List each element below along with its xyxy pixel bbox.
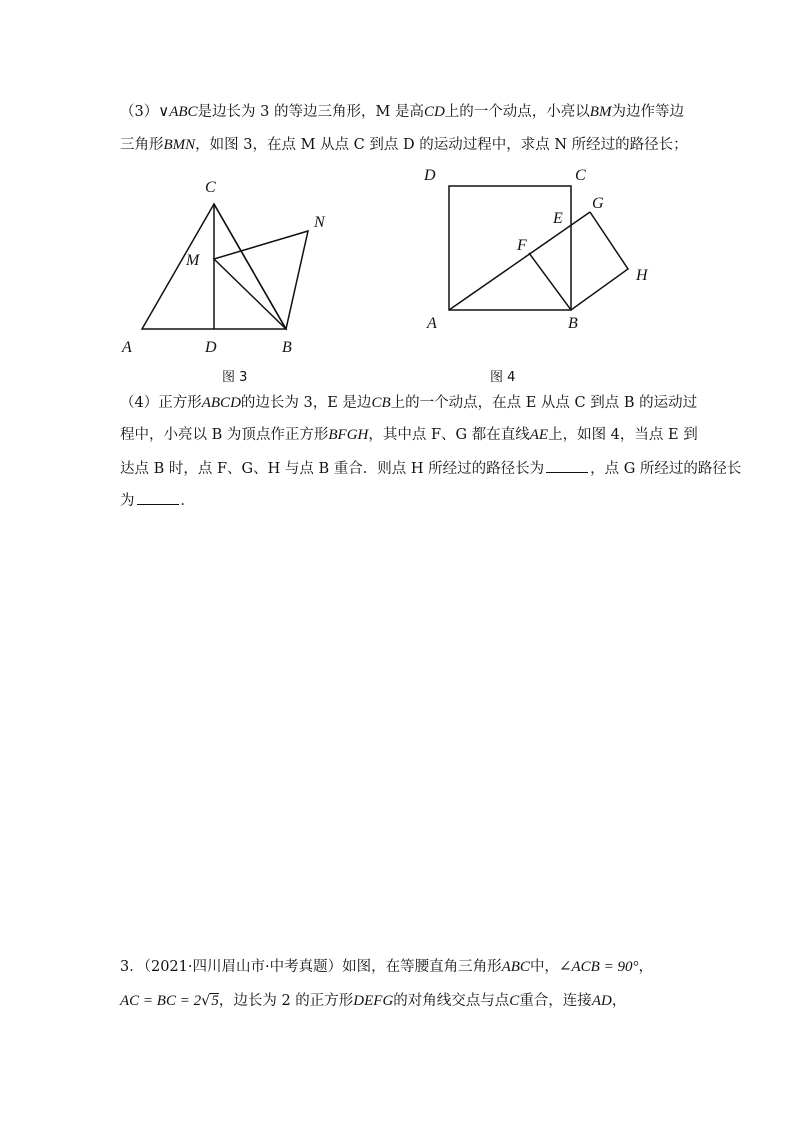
text-segment: 为 [120,493,135,509]
text-segment: 是边长为 3 的等边三角形，M 是高 [197,104,424,120]
label-A: A [122,339,132,356]
label-A: A [427,315,437,332]
text-segment: 上，如图 4，当点 E 到 [548,427,698,443]
part4-line2 [120,425,698,445]
text-segment: 的边长为 3，E 是边 [240,395,372,411]
text-segment: 程中，小亮以 B 为顶点作正方形 [120,427,329,443]
label-N: N [314,214,325,231]
text-segment: ，点 G 所经过的路径长 [590,461,742,477]
text-segment: ，边长为 2 的正方形 [218,993,354,1009]
part4-line3 [120,458,741,479]
math-cd: CD [423,104,445,120]
math-angle-acb: ∠ACB = 90° [558,959,639,975]
text-segment: 达点 B 时，点 F、G、H 与点 B 重合．则点 H 所经过的路径长为 [120,461,545,477]
label-B: B [568,315,578,332]
text-segment: ， [638,959,653,975]
text-segment: ，其中点 F、G 都在直线 [368,427,530,443]
text-segment: 中， [529,959,559,975]
label-B: B [282,339,292,356]
q3-line2 [120,991,626,1011]
figure-4-caption: 图 4 [490,370,516,385]
sqrt-sign: √ [201,993,211,1009]
math-ae: AE [529,427,549,443]
math-bm: BM [589,104,612,120]
square-bfgh [529,212,628,310]
text-segment: 为边作等边 [611,104,684,120]
label-D: D [424,167,436,184]
text-segment: 的对角线交点与点 [393,993,510,1009]
part4-line4 [120,490,195,511]
q3-line1 [120,957,653,977]
math-abc: ABC [501,959,530,975]
text-segment: 重合，连接 [519,993,592,1009]
part-number: （3） [120,104,159,120]
text-segment: ，如图 3，在点 M 从点 C 到点 D 的运动过程中，求点 N 所经过的路径长； [195,137,688,153]
label-G: G [592,195,604,212]
answer-blank-h[interactable] [546,458,588,473]
math-bfgh: BFGH [328,427,369,443]
text-segment: 3．（2021·四川眉山市·中考真题）如图，在等腰直角三角形 [120,959,502,975]
math-cb: CB [371,395,391,411]
segment-cb [214,204,286,329]
line-ae [449,212,590,310]
text-segment: ． [180,493,195,509]
label-C: C [575,167,586,184]
figure-4 [420,160,665,340]
label-F: F [517,237,527,254]
triangle-bmn [214,231,308,329]
math-c: C [509,993,520,1009]
label-C: C [205,179,216,196]
math-triangle-abc: ∨ABC [158,104,198,120]
part4-line1 [120,393,697,413]
part3-line2 [120,135,688,155]
text-segment: 三角形 [120,137,164,153]
text-segment: 上的一个动点，在点 E 从点 C 到点 B 的运动过 [390,395,698,411]
math-bmn: BMN [163,137,196,153]
figure-3 [110,170,350,365]
label-M: M [186,252,200,269]
text-segment: （4）正方形 [120,395,202,411]
math-defg: DEFG [353,993,394,1009]
math-abcd: ABCD [201,395,241,411]
math-sqrt-5: 5 [211,993,219,1009]
square-abcd [449,186,571,310]
math-ad: AD [591,993,612,1009]
label-H: H [636,267,648,284]
label-D: D [205,339,217,356]
text-segment: ， [611,993,627,1009]
figure-3-caption: 图 3 [222,370,248,385]
label-E: E [553,210,563,227]
answer-blank-g[interactable] [137,490,179,505]
part3-line1 [120,102,684,122]
text-segment: 上的一个动点，小亮以 [444,104,590,120]
math-ac-bc: AC = BC = 2 [120,993,202,1009]
